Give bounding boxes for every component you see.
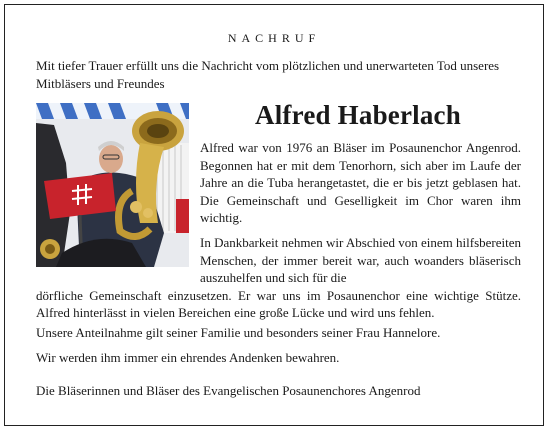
paragraph-farewell-tail: dörfliche Gemeinschaft einzusetzen. Er war uns im Posaunenchor eine wichtige Stütze. Alfred hinterlässt in vielen Bereichen eine große Lücke und wird uns fehlen. bbox=[36, 287, 521, 321]
intro-text: Mit tiefer Trauer erfüllt uns die Nachricht vom plötzlichen und unerwarteten Tod unseres Mitbläsers und Freundes bbox=[36, 58, 500, 91]
notice-heading: NACHRUF bbox=[227, 31, 321, 45]
paragraph-farewell-lead: In Dankbarkeit nehmen wir Abschied von einem hilfsbereiten Menschen, der immer bereit war, auch woanders bläserisch auszuhelfen und sich für die bbox=[200, 234, 521, 286]
obituary-notice bbox=[4, 4, 544, 426]
body-text bbox=[36, 139, 521, 322]
condolence-line: Unsere Anteilnahme gilt seiner Familie und besonders seiner Frau Hannelore. bbox=[36, 325, 441, 340]
memory-line: Wir werden ihm immer ein ehrendes Andenken bewahren. bbox=[36, 350, 340, 365]
signature-line: Die Bläserinnen und Bläser des Evangelischen Posaunenchores Angenrod bbox=[36, 383, 421, 398]
paragraph-membership: Alfred war von 1976 an Bläser im Posaunenchor Angenrod. Begonnen hat er mit dem Tenorhorn, sich aber im Laufe der Jahre an die Tuba herangetastet, die er bis jetzt geblasen hat. Die Gemeinschaft und Geselligkeit im Chor waren ihm wichtig. bbox=[200, 140, 521, 226]
paragraph-farewell bbox=[36, 234, 521, 322]
deceased-name: Alfred Haberlach bbox=[255, 100, 461, 130]
